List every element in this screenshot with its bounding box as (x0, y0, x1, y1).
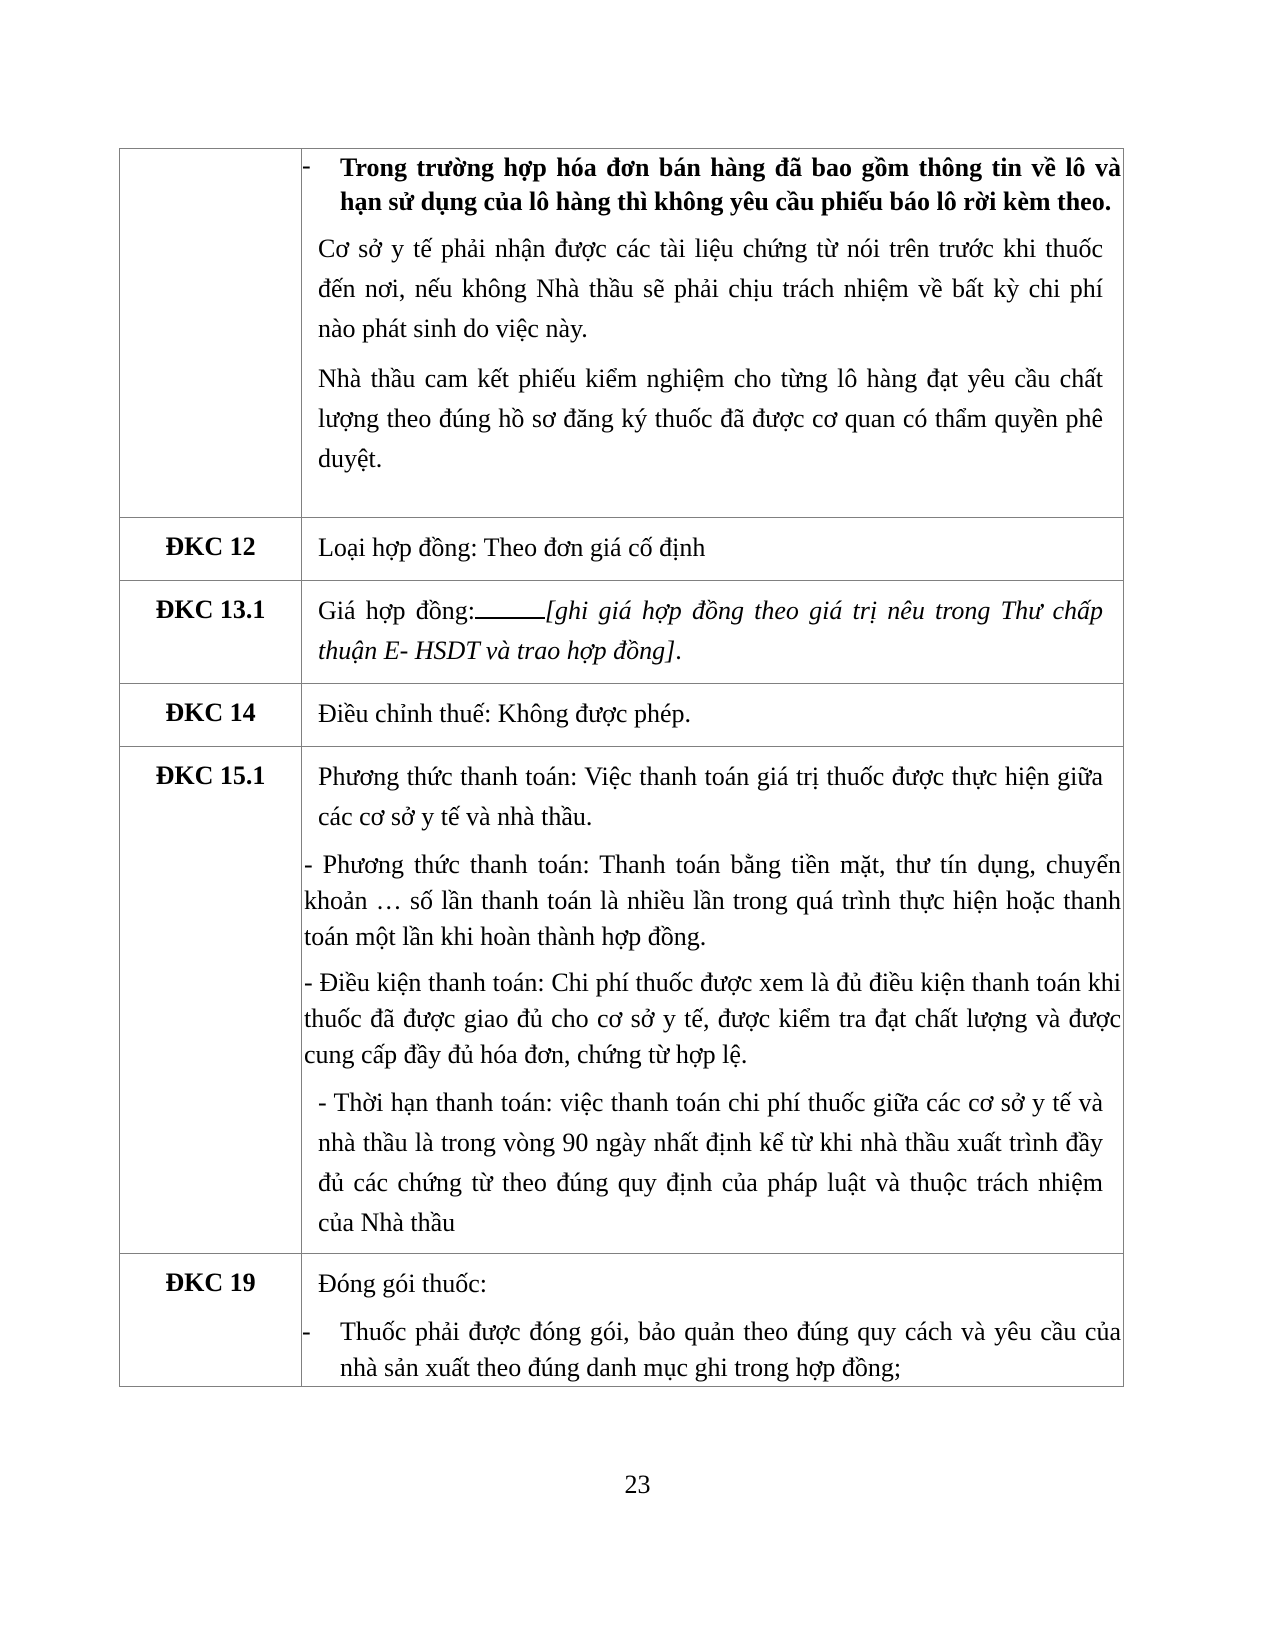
row-content (302, 518, 1124, 581)
table-row (120, 149, 1124, 518)
paragraph: Nhà thầu cam kết phiếu kiểm nghiệm cho từng lô hàng đạt yêu cầu chất lượng theo đúng hồ sơ đăng ký thuốc đã được cơ quan có thẩm quyền phê duyệt. (318, 364, 1103, 473)
bullet-item (302, 1314, 1123, 1386)
table-row (120, 684, 1124, 747)
bullet-text: Thuốc phải được đóng gói, bảo quản theo đúng quy cách và yêu cầu của nhà sản xuất theo đúng danh mục ghi trong hợp đồng; (340, 1317, 1121, 1382)
paragraph: - Thời hạn thanh toán: việc thanh toán chi phí thuốc giữa các cơ sở y tế và nhà thầu là trong vòng 90 ngày nhất định kể từ khi nhà thầu xuất trình đầy đủ các chứng từ theo đúng quy định của pháp luật và thuộc trách nhiệm của Nhà thầu (318, 1088, 1103, 1237)
contract-price-label: Giá hợp đồng: (318, 596, 475, 625)
instruction-text: [ghi giá hợp đồng theo giá trị nêu trong Thư chấp thuận E- HSDT và trao hợp đồng] (318, 596, 1104, 665)
conditions-table (119, 148, 1124, 1387)
dash-marker: - (302, 1317, 311, 1346)
row-content (302, 684, 1124, 747)
table-row (120, 581, 1124, 684)
row-label: ĐKC 12 (120, 518, 302, 581)
row-content (302, 149, 1124, 518)
table-row (120, 1254, 1124, 1387)
bullet-item (302, 149, 1123, 219)
row-label: ĐKC 15.1 (120, 747, 302, 1254)
paragraph: Loại hợp đồng: Theo đơn giá cố định (318, 533, 706, 562)
bullet-text: Trong trường hợp hóa đơn bán hàng đã bao gồm thông tin về lô và hạn sử dụng của lô hàng thì không yêu cầu phiếu báo lô rời kèm theo. (340, 153, 1121, 216)
fill-in-blank (475, 597, 545, 619)
dash-marker: - (302, 151, 311, 180)
paragraph: - Phương thức thanh toán: Thanh toán bằng tiền mặt, thư tín dụng, chuyển khoản … số lần thanh toán là nhiều lần trong quá trình thực hiện hoặc thanh toán một lần khi hoàn thành hợp đồng. (304, 850, 1121, 951)
paragraph: Phương thức thanh toán: Việc thanh toán giá trị thuốc được thực hiện giữa các cơ sở y tế và nhà thầu. (318, 762, 1103, 831)
period: . (675, 636, 682, 665)
paragraph: Đóng gói thuốc: (318, 1269, 487, 1298)
table-row (120, 747, 1124, 1254)
row-content (302, 1254, 1124, 1387)
row-content (302, 747, 1124, 1254)
paragraph (302, 581, 1123, 671)
paragraph: - Điều kiện thanh toán: Chi phí thuốc được xem là đủ điều kiện thanh toán khi thuốc đã được giao đủ cho cơ sở y tế, được kiểm tra đạt chất lượng và được cung cấp đầy đủ hóa đơn, chứng từ hợp lệ. (304, 968, 1121, 1069)
row-content (302, 581, 1124, 684)
table-row (120, 518, 1124, 581)
paragraph: Cơ sở y tế phải nhận được các tài liệu chứng từ nói trên trước khi thuốc đến nơi, nếu không Nhà thầu sẽ phải chịu trách nhiệm về bất kỳ chi phí nào phát sinh do việc này. (318, 234, 1103, 343)
row-label: ĐKC 14 (120, 684, 302, 747)
paragraph: Điều chỉnh thuế: Không được phép. (318, 699, 691, 728)
row-label: ĐKC 13.1 (120, 581, 302, 684)
row-label (120, 149, 302, 518)
page-number: 23 (624, 1470, 651, 1499)
row-label: ĐKC 19 (120, 1254, 302, 1387)
